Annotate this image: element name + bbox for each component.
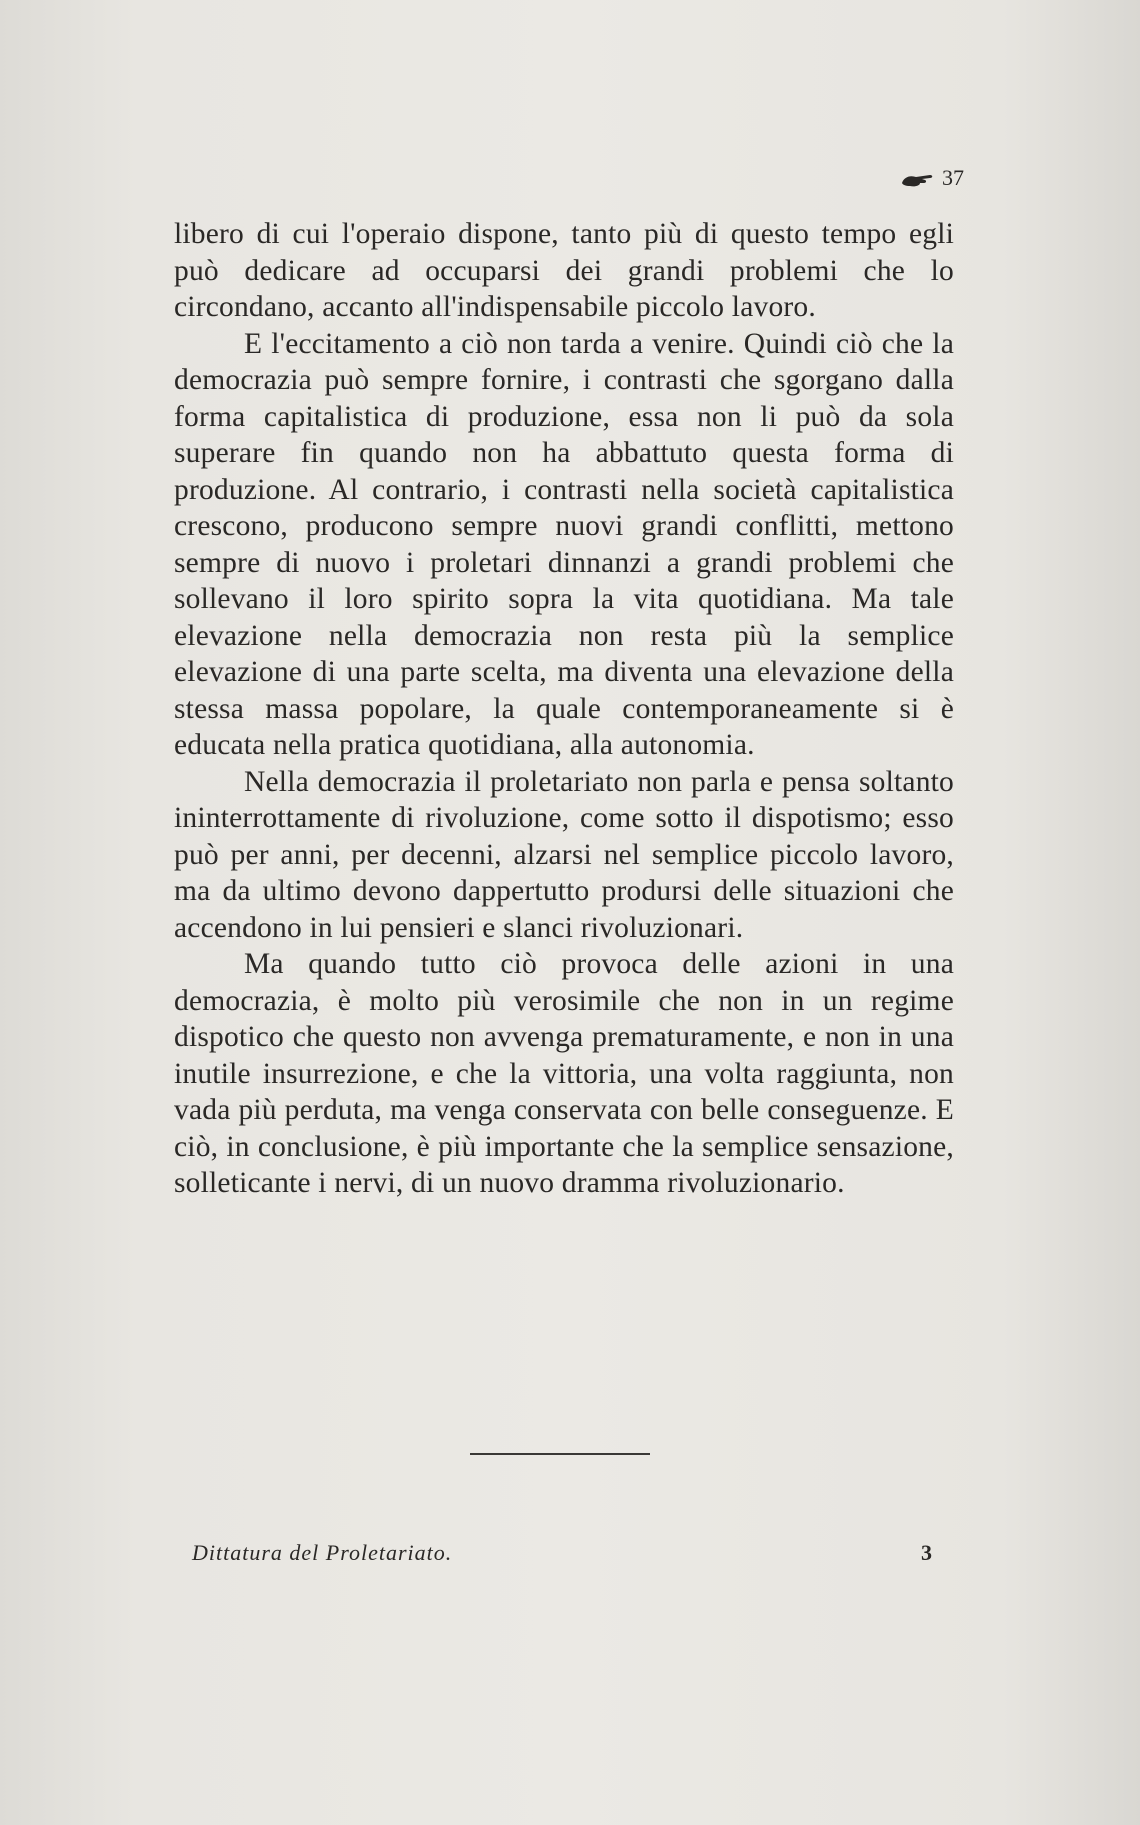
paragraph-3: Nella democrazia il proletariato non parla e pensa soltanto ininterrottamente di rivoluzione, come sotto il dispotismo; esso può per anni, per decenni, alzarsi nel semplice piccolo lavoro, ma da ultimo devono dappertutto prodursi delle situazioni che accendono in lui pensieri e slanci rivoluzionari. [174, 765, 954, 944]
signature-mark: 3 [921, 1540, 932, 1565]
paragraph-1: libero di cui l'operaio dispone, tanto più di questo tempo egli può dedicare ad occuparsi dei grandi problemi che lo circondano, accanto all'indispensabile piccolo lavoro. [174, 218, 954, 323]
page-number: 37 [942, 165, 964, 190]
page-header [900, 165, 964, 191]
section-divider [470, 1453, 650, 1455]
pointing-hand-icon [900, 169, 934, 187]
paragraph-4: Ma quando tutto ciò provoca delle azioni in una democrazia, è molto più verosimile che non in un regime dispotico che questo non avvenga prematuramente, e non in una inutile insurrezione, e che la vittoria, una volta raggiunta, non vada più perduta, ma venga conservata con belle conseguenze. E ciò, in conclusione, è più importante che la semplice sensazione, solleticante i nervi, di un nuovo dramma rivoluzionario. [174, 948, 954, 1199]
page-footer [192, 1540, 932, 1566]
body-text [174, 216, 954, 1202]
book-title: Dittatura del Proletariato. [192, 1540, 453, 1565]
paragraph-2: E l'eccitamento a ciò non tarda a venire. Quindi ciò che la democrazia può sempre fornire, i contrasti che sgorgano dalla forma capitalistica di produzione, essa non li può da sola superare fin quando non ha abbattuto questa forma di produzione. Al contrario, i contrasti nella società capitalistica crescono, producono sempre nuovi grandi conflitti, mettono sempre di nuovo i proletari dinnanzi a grandi problemi che sollevano il loro spirito sopra la vita quotidiana. Ma tale elevazione nella democrazia non resta più la semplice elevazione di una parte scelta, ma diventa una elevazione della stessa massa popolare, la quale contemporaneamente si è educata nella pratica quotidiana, alla autonomia. [174, 327, 954, 761]
